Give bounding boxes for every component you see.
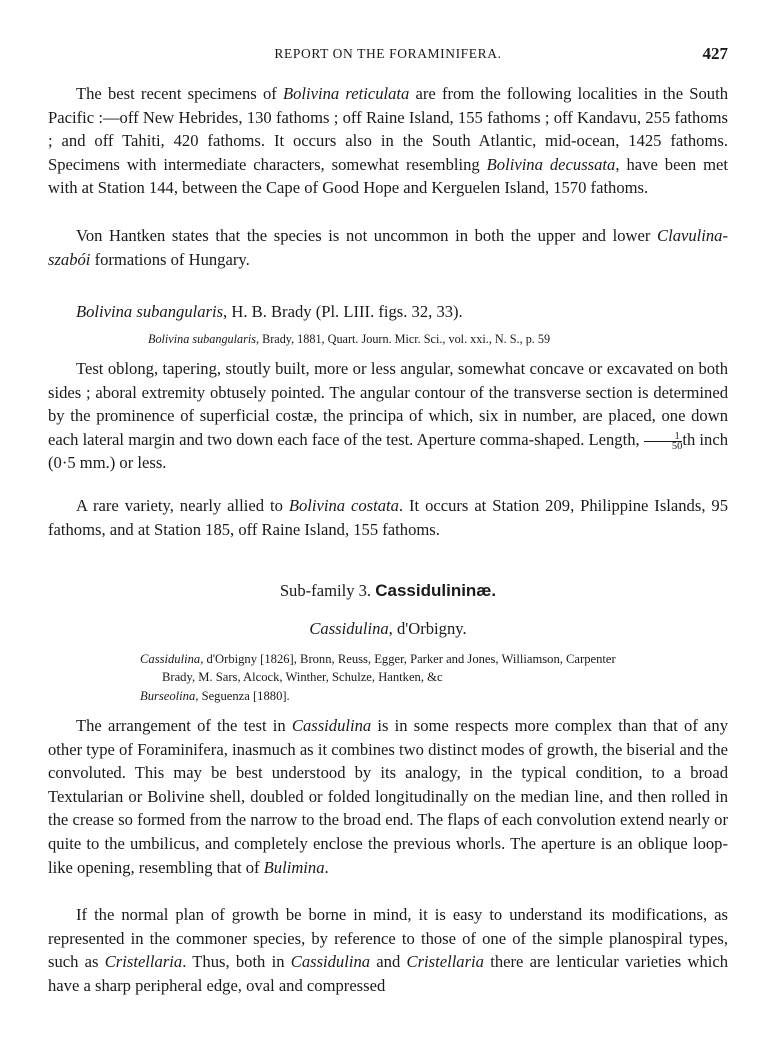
genus-heading	[48, 617, 728, 641]
synonym-name: Cassidulina	[140, 652, 201, 666]
paragraph-variety	[48, 494, 728, 541]
fraction	[644, 432, 683, 451]
citation-name: Bolivina subangularis	[148, 332, 256, 346]
page-header	[48, 44, 728, 66]
paragraph-reticulata-localities	[48, 82, 728, 200]
text: are from the following localities in the South Pacific :—off New Hebrides, 130 fathoms ; off Raine Island, 155 fathoms ; off Kandavu, 255 fathoms ; and off Tahiti, 420 fathoms. It occurs also in the South Atlantic, mid-ocean, 1425 fathoms. Specimens with intermediate characters, somewhat resembling	[48, 84, 728, 174]
text: A rare variety, nearly allied to	[76, 496, 289, 515]
genus-name: Cassidulina	[309, 619, 389, 638]
fraction-numerator: 1	[644, 432, 683, 442]
taxon-name: Cristellaria	[406, 952, 484, 972]
text: , have been met with at Station 144, between the Cape of Good Hope and Kerguelen Island, 1570 fathoms.	[48, 154, 728, 198]
text: th inch (0·5 mm.) or less.	[48, 429, 728, 473]
citation-text: , Brady, 1881, Quart. Journ. Micr. Sci., vol. xxi., N. S., p. 59	[256, 332, 551, 346]
text: The best recent specimens of	[76, 84, 283, 103]
text: Von Hantken states that the species is not uncommon in both the upper and lower	[76, 226, 658, 245]
paragraph-description	[48, 357, 728, 475]
synonym-continuation: Brady, M. Sars, Alcock, Winther, Schulze, Hantken, &c	[162, 670, 443, 685]
species-author: , H. B. Brady (Pl. LIII. figs. 32, 33).	[223, 302, 463, 321]
synonym-text: , d'Orbigny [1826], Bronn, Reuss, Egger, Parker and Jones, Williamson, Carpenter	[200, 652, 616, 666]
text: . It occurs at Station 209, Philippine Islands, 95 fathoms, and at Station 185, off Raine Island, 155 fathoms.	[48, 496, 728, 539]
running-head: REPORT ON THE FORAMINIFERA.	[274, 46, 502, 61]
taxon-name: Cristellaria	[104, 952, 183, 972]
text: .	[324, 857, 329, 877]
synonymy-block	[140, 650, 730, 705]
taxon-name: Clavulina-szabói	[48, 226, 728, 269]
synonym-name: Burseolina	[140, 688, 196, 703]
species-citation	[148, 331, 738, 347]
taxon-name: Bulimina	[263, 857, 325, 877]
synonymy-line-cassidulina	[140, 650, 730, 687]
synonym-text: , Seguenza [1880].	[195, 688, 290, 703]
paragraph-hantken	[48, 224, 728, 271]
taxon-name: Cassidulina	[290, 952, 371, 972]
genus-author: , d'Orbigny.	[388, 619, 467, 638]
text: If the normal plan of growth be borne in mind, it is easy to understand its modifications, as represented in the commoner species, by reference to those of one of the simple planospiral types, such as	[48, 905, 728, 972]
taxon-name: Bolivina costata	[288, 496, 399, 515]
taxon-name: Bolivina reticulata	[282, 84, 410, 103]
text: formations of Hungary.	[90, 249, 250, 269]
subfamily-heading	[48, 579, 728, 603]
text: is in some respects more complex than that of any other type of Foraminifera, inasmuch as it combines two distinct modes of growth, the biserial and the convoluted. This may be best understood by its analogy, in the typical condition, to a broad Textularian or Bolivine shell, doubled or folded longitudinally on the median line, and then rolled in the crease so formed from the narrow to the broad end. The flaps of each convolution extend nearly or quite to the umbilicus, and completely enclose the previous whorls. The aperture is an oblique loop-like opening, resembling that of	[48, 716, 728, 877]
species-heading	[76, 300, 726, 323]
taxon-name: Bolivina decussata	[486, 154, 616, 174]
text: there are lenticular varieties which have a sharp peripheral edge, oval and compressed	[48, 952, 729, 995]
paragraph-modifications	[48, 903, 728, 997]
text: The arrangement of the test in	[76, 716, 292, 735]
paragraph-arrangement	[48, 714, 728, 879]
fraction-denominator: 50	[671, 440, 683, 452]
text: . Thus, both in	[182, 952, 291, 972]
subfamily-prefix: Sub-family 3.	[279, 581, 376, 600]
text: and	[370, 952, 407, 972]
synonymy-line-burseolina	[140, 687, 730, 705]
species-name: Bolivina subangularis	[76, 302, 224, 321]
page-number: 427	[702, 44, 728, 63]
subfamily-name: Cassidulininæ.	[375, 581, 497, 600]
text: Test oblong, tapering, stoutly built, more or less angular, somewhat concave or excavated on both sides ; aboral extremity obtusely pointed. The angular contour of the transverse section is determined by the prominence of superficial costæ, the principa of which, six in number, are placed, one down each lateral margin and two down each face of the test. Aperture comma-shaped. Length,	[48, 359, 728, 449]
taxon-name: Cassidulina	[291, 716, 372, 735]
